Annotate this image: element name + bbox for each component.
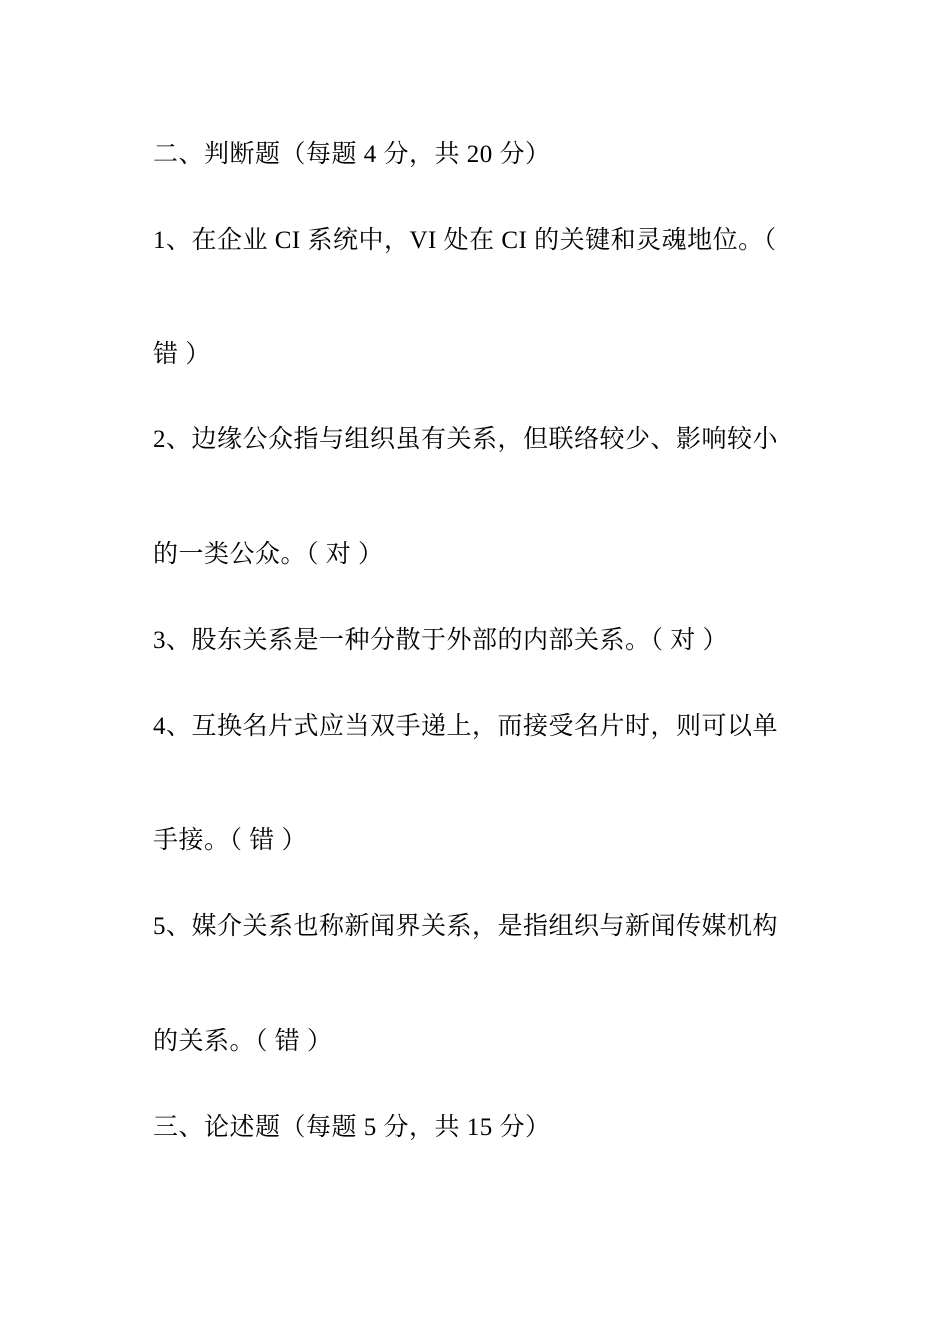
section-heading-essay: 三、论述题（每题 5 分，共 15 分） xyxy=(153,1114,551,1141)
question-2-line-2: 的一类公众。（ 对 ） xyxy=(153,541,384,568)
question-3-line-1: 3、股东关系是一种分散于外部的内部关系。（ 对 ） xyxy=(153,627,729,654)
question-4-line-1: 4、互换名片式应当双手递上，而接受名片时，则可以单 xyxy=(153,713,779,740)
question-5-line-1: 5、媒介关系也称新闻界关系，是指组织与新闻传媒机构 xyxy=(153,913,779,940)
question-5-line-2: 的关系。（ 错 ） xyxy=(153,1028,333,1055)
section-heading-judgement: 二、判断题（每题 4 分，共 20 分） xyxy=(153,141,551,168)
question-2-line-1: 2、边缘公众指与组织虽有关系，但联络较少、影响较小 xyxy=(153,426,779,453)
question-1-line-1: 1、在企业 CI 系统中，VI 处在 CI 的关键和灵魂地位。（ xyxy=(153,227,777,254)
question-1-line-2: 错 ） xyxy=(153,341,211,368)
question-4-line-2: 手接。（ 错 ） xyxy=(153,827,308,854)
